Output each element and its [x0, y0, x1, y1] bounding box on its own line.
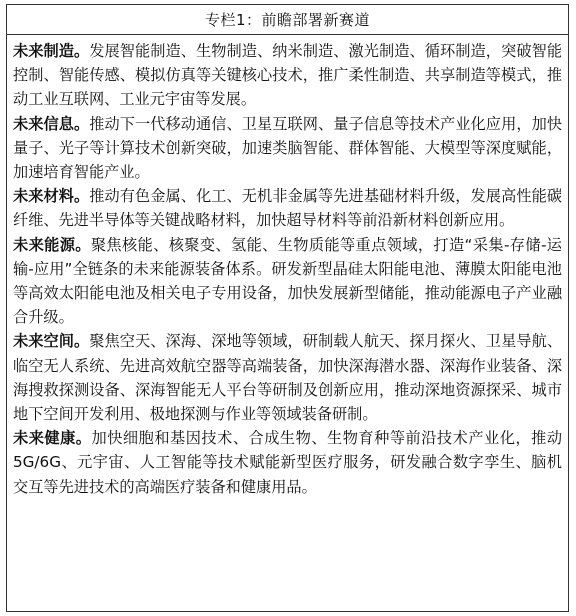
section-body: 推动有色金属、化工、无机非金属等先进基础材料升级，发展高性能碳纤维、先进半导体等关键战略材料，加快超导材料等前沿新材料创新应用。 [13, 187, 563, 230]
section-future-manufacturing [13, 39, 562, 112]
section-heading: 未来信息。 [13, 114, 90, 133]
section-heading: 未来能源。 [13, 235, 91, 254]
section-body: 聚焦空天、深海、深地等领域，研制载人航天、探月探火、卫星导航、临空无人系统、先进高效航空器等高端装备，加快深海潜水器、深海作业装备、深海搜救探测设备、深海智能无人平台等研制及创新应用，推动深地资源探采、城市地下空间开发利用、极地探测与作业等领域装备研制。 [13, 332, 563, 424]
column-content [7, 35, 568, 499]
section-body: 加快细胞和基因技术、合成生物、生物育种等前沿技术产业化，推动5G/6G、元宇宙、人工智能等技术赋能新型医疗服务，研发融合数字孪生、脑机交互等先进技术的高端医疗装备和健康用品。 [13, 429, 563, 496]
section-body: 聚焦核能、核聚变、氢能、生物质能等重点领域，打造“采集-存储-运输-应用”全链条的未来能源装备体系。研发新型晶硅太阳能电池、薄膜太阳能电池等高效太阳能电池及相关电子专用设备，加快发展新型储能，推动能源电子产业融合升级。 [13, 235, 562, 327]
section-future-materials [13, 184, 562, 232]
section-future-space [13, 329, 562, 426]
section-future-energy [13, 233, 562, 330]
section-body: 发展智能制造、生物制造、纳米制造、激光制造、循环制造，突破智能控制、智能传感、模拟仿真等关键核心技术，推广柔性制造、共享制造等模式，推动工业互联网、工业元宇宙等发展。 [13, 42, 563, 109]
section-future-health [13, 426, 562, 499]
section-heading: 未来健康。 [13, 429, 92, 448]
column-title: 专栏1：前瞻部署新赛道 [7, 5, 568, 35]
section-body: 推动下一代移动通信、卫星互联网、量子信息等技术产业化应用，加快量子、光子等计算技术创新突破，加速类脑智能、群体智能、大模型等深度赋能，加速培育智能产业。 [13, 114, 563, 182]
section-future-information [13, 112, 562, 185]
section-heading: 未来空间。 [13, 332, 90, 351]
section-heading: 未来材料。 [13, 187, 90, 206]
column-box [6, 4, 569, 612]
section-heading: 未来制造。 [13, 42, 90, 60]
